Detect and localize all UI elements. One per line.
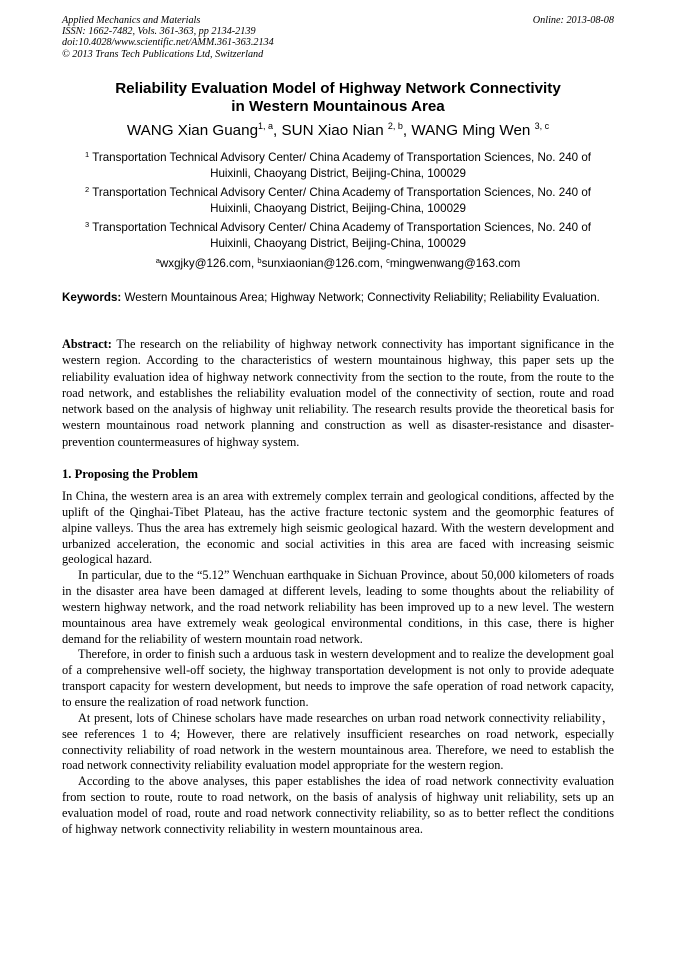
affiliation-number: 3 <box>85 220 90 229</box>
author-name: WANG Ming Wen <box>411 122 531 139</box>
email-address[interactable]: wxgjky@126.com <box>159 257 251 270</box>
affiliation-line: Transportation Technical Advisory Center/ China Academy of Transportation Sciences, No. 240 of <box>92 151 591 164</box>
section-heading: 1. Proposing the Problem <box>62 467 198 481</box>
author-sup: 3, c <box>534 121 550 131</box>
affiliation-line: Huixinli, Chaoyang District, Beijing-China, 100029 <box>210 201 466 215</box>
email-sup: b <box>257 256 262 265</box>
author-list: WANG Xian Guang$^{1, a}$, SUN Xiao Nian $^{2, b}$, WANG Ming Wen $^{3, c}$ <box>126 121 550 139</box>
body-paragraph: In particular, due to the “5.12” Wenchuan earthquake in Sichuan Province, about 50,000 kilometers of roads in the disaster area have been damaged at different levels, leading to some thoughts about the reliability of western highway network, and the road network reliability has been improved up to a new level. The western mountainous area have extremely weak geological environmental conditions, in this case, there is higher demand for the reliability of western mountain road network. <box>62 568 614 646</box>
online-date: Online: 2013-08-08 <box>532 15 614 26</box>
affiliation-1 <box>62 150 614 181</box>
abstract-label: Abstract: <box>62 337 112 351</box>
affiliation-number: 1 <box>85 150 90 159</box>
abstract-text: The research on the reliability of highway network connectivity has important significance in the western region. According to the characteristics of western mountainous highway, this paper sets up the reliability evaluation idea of highway network connectivity from the section to the route, from the route to the road network, and establishes the reliability evaluation model of the connectivity of section, route and road network based on the analysis of highway unit reliability. The research results provide the theoretical basis for western mountainous road network planning and construction as well as disaster-resistance and disaster-prevention countermeasures of highway system. <box>62 337 614 449</box>
body-paragraph: At present, lots of Chinese scholars have made researches on urban road network connectivity reliability，see references 1 to 4; However, there are relatively insufficient researches on road network, especially connectivity reliability of road network in the western mountainous area. Therefore, we need to establish the road network connectivity reliability evaluation model appropriate for the western region. <box>62 710 614 773</box>
affiliation-line: Transportation Technical Advisory Center/ China Academy of Transportation Sciences, No. 240 of <box>92 221 591 234</box>
author-name: WANG Xian Guang <box>126 122 259 139</box>
affiliation-line: Transportation Technical Advisory Center/ China Academy of Transportation Sciences, No. 240 of <box>92 186 591 199</box>
affiliation-2 <box>62 185 614 216</box>
keywords-label: Keywords: <box>62 291 122 304</box>
email-sup: a <box>155 256 160 265</box>
body-paragraph: Therefore, in order to finish such a arduous task in western development and to realize the development goal of a comprehensive well-off society, the highway transportation development is not only to provide adequate transport capacity for western development, but needs to improve the safe operation of road network capacity, to ensure the realization of road network function. <box>62 647 614 709</box>
author-sup: 2, b <box>387 121 403 131</box>
paper-title <box>62 80 614 116</box>
affiliation-number: 2 <box>85 185 90 194</box>
email-sup: c <box>386 256 390 265</box>
body-paragraph: In China, the western area is an area with extremely complex terrain and geological conditions, affected by the uplift of the Qinghai-Tibet Plateau, has the active fracture tectonic system and the geomorphic features of alpine valleys. Thus the area has extremely high seismic geological hazard. With the western development and urbanized acceleration, the economic and social activities in this area are faced with increasing seismic geological hazard. <box>62 489 614 567</box>
author-emails: $^a$wxgjky@126.com, $^b$sunxiaonian@126.com, $^c$mingwenwang@163.com <box>155 256 521 270</box>
journal-name: Applied Mechanics and Materials <box>62 15 201 26</box>
title-line-2: in Western Mountainous Area <box>231 98 445 115</box>
email-address[interactable]: sunxiaonian@126.com <box>261 257 380 270</box>
author-sup: 1, a <box>258 121 274 131</box>
affiliation-line: Huixinli, Chaoyang District, Beijing-China, 100029 <box>210 166 466 180</box>
body-paragraph: According to the above analyses, this paper establishes the idea of road network connectivity evaluation from section to route, route to road network, on the basis of analysis of highway unit reliability, sets up an evaluation model of road, route and road network connectivity reliability, so as to better reflect the conditions of highway network connectivity reliability in western mountainous area. <box>62 774 614 836</box>
title-line-1: Reliability Evaluation Model of Highway Network Connectivity <box>115 80 561 97</box>
doi-line: doi:10.4028/www.scientific.net/AMM.361-363.2134 <box>62 37 274 49</box>
copyright-line: © 2013 Trans Tech Publications Ltd, Switzerland <box>62 48 264 60</box>
affiliation-3 <box>62 220 614 251</box>
affiliation-line: Huixinli, Chaoyang District, Beijing-China, 100029 <box>210 236 466 250</box>
issn-line: ISSN: 1662-7482, Vols. 361-363, pp 2134-2139 <box>62 26 256 38</box>
keywords <box>62 291 614 306</box>
section-body <box>62 489 614 838</box>
email-address[interactable]: mingwenwang@163.com <box>389 257 521 270</box>
author-name: SUN Xiao Nian <box>281 122 384 139</box>
abstract <box>62 336 614 450</box>
keywords-text: Western Mountainous Area; Highway Network; Connectivity Reliability; Reliability Evaluation. <box>124 291 600 304</box>
journal-header <box>62 15 614 60</box>
